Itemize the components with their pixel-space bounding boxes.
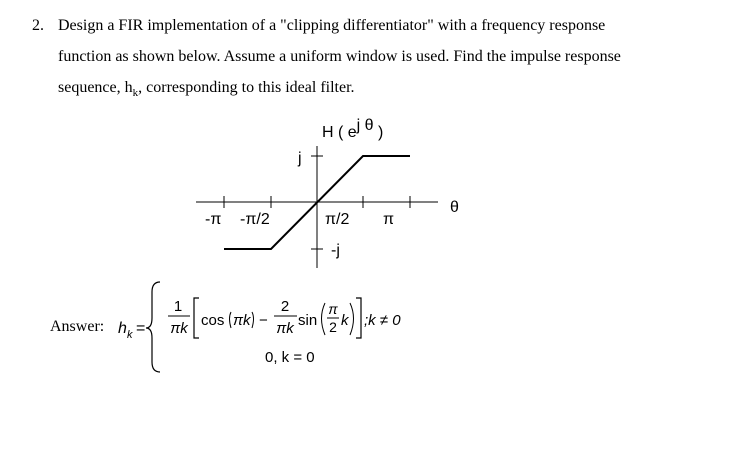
h-subscript: k [132, 87, 139, 100]
sin-k: k [341, 312, 349, 329]
bracket-right [356, 298, 361, 338]
problem-line-2: function as shown below. Assume a uniform window is used. Find the impulse response [58, 48, 621, 65]
cos-arg: πk [233, 312, 251, 329]
frac2-den: πk [276, 320, 294, 337]
x-axis-label-theta: θ [450, 199, 459, 216]
condition-nonzero: ;k ≠ 0 [364, 312, 401, 329]
minus-sign: − [259, 312, 268, 329]
y-label-j: j [298, 150, 302, 167]
answer-label: Answer: [50, 318, 105, 335]
sin-paren-right [350, 303, 354, 335]
plot-title: H ( ej θ ) [322, 117, 384, 141]
x-label-neg-half-pi: -π/2 [240, 211, 270, 228]
line-3-text-end: , corresponding to this ideal filter. [138, 79, 355, 96]
problem-number: 2. [32, 17, 44, 34]
bracket-left [194, 298, 199, 338]
frac2-num: 2 [280, 298, 290, 315]
sin-paren-left [322, 303, 326, 335]
line-3-text: sequence, h [58, 79, 133, 96]
cos-text: cos [201, 312, 225, 329]
sin-frac-num: π [328, 301, 338, 317]
answer-h-sub: k [127, 329, 133, 341]
x-label-pi: π [383, 211, 395, 228]
sin-frac-den: 2 [329, 319, 337, 335]
cos-paren-left [230, 312, 232, 328]
sin-text: sin [298, 312, 318, 329]
answer-h: h [118, 320, 127, 337]
case-zero: 0, k = 0 [265, 349, 315, 366]
x-label-half-pi: π/2 [325, 211, 350, 228]
frac-den: πk [170, 320, 188, 337]
problem-line-1: Design a FIR implementation of a "clipping differentiator" with a frequency response [58, 17, 606, 34]
answer-equals: = [136, 320, 146, 337]
cos-paren-right [252, 312, 254, 328]
cases-brace [146, 282, 160, 372]
x-label-neg-pi: -π [205, 211, 222, 228]
frac-num: 1 [173, 298, 183, 315]
y-label-neg-j: -j [331, 242, 340, 259]
